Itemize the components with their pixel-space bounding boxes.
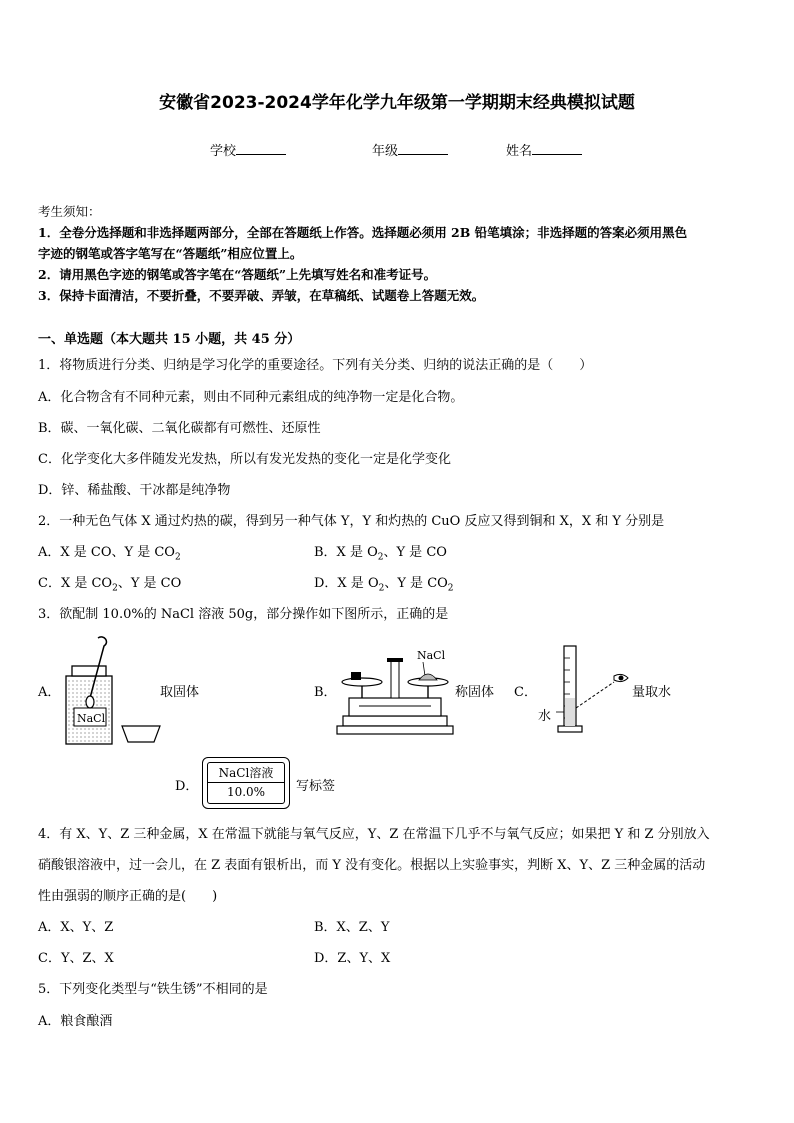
q2-option-a — [38, 541, 181, 563]
q2-option-a-text: A．X 是 CO、Y 是 CO — [38, 545, 175, 560]
q3-d-tag-line1: NaCl溶液 — [218, 766, 274, 780]
q3-b-label: NaCl — [417, 649, 446, 662]
q2-option-b-text2: 、Y 是 CO — [383, 545, 447, 560]
q2-option-d-sub2: 2 — [447, 583, 454, 594]
notice-line-1b: 字迹的钢笔或答字笔写在“答题纸”相应位置上。 — [38, 246, 303, 261]
name-field — [506, 140, 582, 159]
q3-b-caption: 称固体 — [455, 685, 495, 700]
q2-option-b — [314, 541, 447, 563]
q2-option-a-sub: 2 — [174, 552, 181, 563]
name-label: 姓名 — [506, 144, 533, 159]
q2-option-d — [314, 572, 454, 594]
q3-d-tag — [202, 757, 290, 809]
q3-a-figure — [60, 636, 170, 748]
q2-option-d-text: D．X 是 O — [314, 576, 379, 591]
q4-option-a: A．X、Y、Z — [38, 920, 114, 935]
q2-stem: 2．一种无色气体 X 通过灼热的碳，得到另一种气体 Y，Y 和灼热的 CuO 反应又得到铜和 X，X 和 Y 分别是 — [38, 514, 665, 529]
q3-b-letter: B． — [314, 685, 337, 700]
school-field — [210, 140, 286, 159]
q5-stem: 5．下列变化类型与“铁生锈”不相同的是 — [38, 982, 268, 997]
q4-stem-1: 4．有 X、Y、Z 三种金属，X 在常温下就能与氧气反应，Y、Z 在常温下几乎不与氧气反应；如果把 Y 和 Z 分别放入 — [38, 827, 710, 842]
name-blank — [532, 142, 582, 155]
q2-option-c-text2: 、Y 是 CO — [117, 576, 182, 591]
q4-option-b: B．X、Z、Y — [314, 920, 390, 935]
q2-option-b-text: B．X 是 O — [314, 545, 378, 560]
q4-stem-3: 性由强弱的顺序正确的是( ) — [38, 889, 218, 904]
q1-option-c: C．化学变化大多伴随发光发热，所以有发光发热的变化一定是化学变化 — [38, 452, 451, 467]
q2-option-b-sub: 2 — [377, 552, 384, 563]
q3-b-figure — [335, 646, 455, 736]
q1-stem: 1．将物质进行分类、归纳是学习化学的重要途径。下列有关分类、归纳的说法正确的是（ ） — [38, 358, 593, 373]
q2-option-c — [38, 572, 181, 594]
q4-option-d: D．Z、Y、X — [314, 951, 391, 966]
q2-option-d-text2: 、Y 是 CO — [384, 576, 448, 591]
school-blank — [236, 142, 286, 155]
q2-option-d-sub: 2 — [378, 583, 385, 594]
school-label: 学校 — [210, 144, 237, 159]
grade-field — [372, 140, 448, 159]
q3-d-letter: D． — [175, 779, 199, 794]
q2-option-c-sub: 2 — [112, 583, 118, 594]
notice-line-1a: 1．全卷分选择题和非选择题两部分，全部在答题纸上作答。选择题必须用 2B 铅笔填涂；非选择题的答案必须用黑色 — [38, 225, 688, 240]
q3-d-tag-divider — [207, 782, 285, 783]
q1-option-b: B．碳、一氧化碳、二氧化碳都有可燃性、还原性 — [38, 421, 321, 436]
q4-stem-2: 硝酸银溶液中，过一会儿，在 Z 表面有银析出，而 Y 没有变化。根据以上实验事实，判断 X、Y、Z 三种金属的活动 — [38, 858, 706, 873]
q1-option-a: A．化合物含有不同种元素，则由不同种元素组成的纯净物一定是化合物。 — [38, 390, 464, 405]
q4-option-c: C．Y、Z、X — [38, 951, 114, 966]
section-heading: 一、单选题（本大题共 15 小题，共 45 分） — [38, 332, 301, 347]
q5-option-a: A．粮食酿酒 — [38, 1014, 113, 1029]
grade-label: 年级 — [372, 144, 399, 159]
q1-option-d: D．锌、稀盐酸、干冰都是纯净物 — [38, 483, 231, 498]
q3-a-letter: A． — [38, 685, 61, 700]
notice-line-2: 2．请用黑色字迹的钢笔或答字笔在“答题纸”上先填写姓名和准考证号。 — [38, 267, 437, 282]
page-title: 安徽省2023-2024学年化学九年级第一学期期末经典模拟试题 — [159, 93, 635, 113]
q3-a-caption: 取固体 — [160, 685, 200, 700]
q3-c-letter: C． — [514, 685, 537, 700]
q2-option-c-text: C．X 是 CO — [38, 576, 113, 591]
q3-d-caption: 写标签 — [296, 779, 336, 794]
notice-line-3: 3．保持卡面清洁，不要折叠，不要弄破、弄皱，在草稿纸、试题卷上答题无效。 — [38, 288, 485, 303]
q3-stem: 3．欲配制 10.0%的 NaCl 溶液 50g，部分操作如下图所示，正确的是 — [38, 607, 449, 622]
q3-c-water: 水 — [538, 709, 552, 724]
notice-heading: 考生须知： — [38, 204, 101, 219]
grade-blank — [398, 142, 448, 155]
q3-c-caption: 量取水 — [632, 685, 672, 700]
q3-d-tag-line2: 10.0% — [226, 785, 266, 799]
q3-a-bottle-label: NaCl — [77, 712, 106, 725]
